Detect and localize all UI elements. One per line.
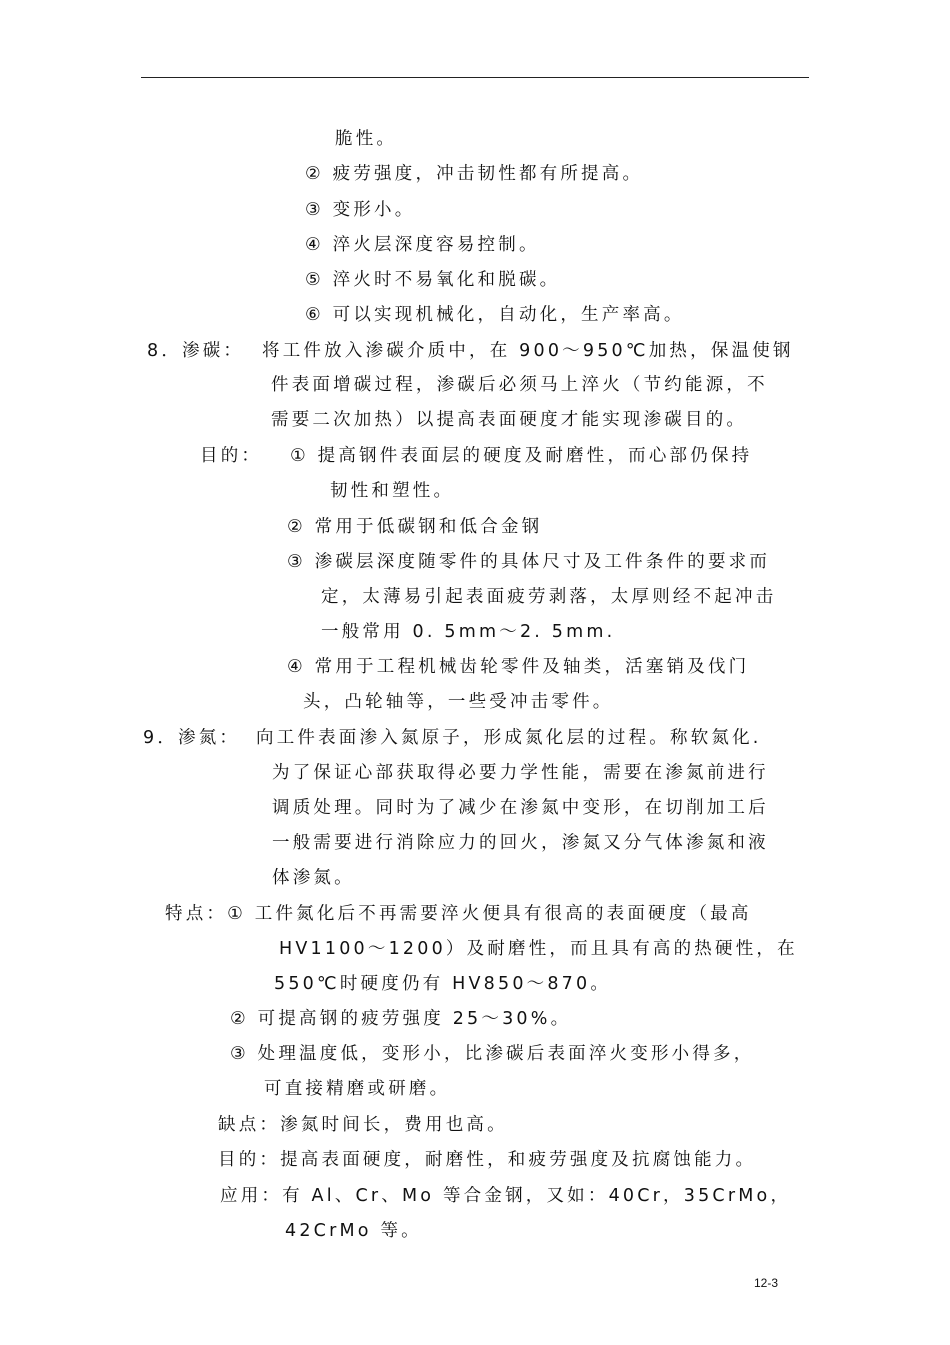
text-line: 韧性和塑性。 (330, 481, 455, 501)
text-line: ① 提高钢件表面层的硬度及耐磨性，而心部仍保持 (290, 446, 753, 466)
text-line: 应用：有 Al、Cr、Mo 等合金钢，又如：40Cr，35CrMo， (220, 1186, 792, 1206)
text-line: ② 常用于低碳钢和低合金钢 (287, 517, 543, 537)
section-heading: 9．渗氮： (143, 728, 241, 748)
text-line: 需要二次加热）以提高表面硬度才能实现渗碳目的。 (271, 410, 748, 430)
text-line: 头，凸轮轴等，一些受冲击零件。 (303, 692, 614, 712)
text-line: ③ 变形小。 (305, 200, 416, 220)
text-line: 可直接精磨或研磨。 (264, 1079, 451, 1099)
text-line: 向工件表面渗入氮原子，形成氮化层的过程。称软氮化. (256, 728, 762, 748)
text-line: 件表面增碳过程，渗碳后必须马上淬火（节约能源，不 (271, 375, 768, 395)
text-line: 体渗氮。 (272, 868, 355, 888)
subsection-label: 目的： (200, 446, 263, 466)
text-line: ④ 淬火层深度容易控制。 (305, 235, 540, 255)
text-line: ② 疲劳强度，冲击韧性都有所提高。 (305, 164, 644, 184)
text-line: 缺点：渗氮时间长，费用也高。 (218, 1115, 508, 1135)
text-line: 目的：提高表面硬度，耐磨性，和疲劳强度及抗腐蚀能力。 (218, 1150, 757, 1170)
text-line: 定，太薄易引起表面疲劳剥落，太厚则经不起冲击 (321, 587, 777, 607)
text-line: ③ 渗碳层深度随零件的具体尺寸及工件条件的要求而 (287, 552, 771, 572)
text-line: ③ 处理温度低，变形小，比渗碳后表面淬火变形小得多， (230, 1044, 755, 1064)
text-line: 将工件放入渗碳介质中，在 900～950℃加热，保温使钢 (262, 341, 794, 361)
text-line: 550℃时硬度仍有 HV850～870。 (274, 974, 612, 994)
page-number: 12-3 (754, 1276, 779, 1290)
text-line: 脆性。 (335, 129, 398, 149)
text-line: ⑥ 可以实现机械化，自动化，生产率高。 (305, 305, 685, 325)
text-line: HV1100～1200）及耐磨性，而且具有高的热硬性，在 (279, 939, 798, 959)
text-line: 42CrMo 等。 (285, 1221, 422, 1241)
text-line: 一般常用 0. 5mm～2. 5mm. (321, 622, 616, 642)
text-line: 调质处理。同时为了减少在渗氮中变形，在切削加工后 (272, 798, 769, 818)
text-line: 为了保证心部获取得必要力学性能，需要在渗氮前进行 (272, 763, 769, 783)
text-line: 特点：① 工件氮化后不再需要淬火便具有很高的表面硬度（最高 (165, 904, 752, 924)
text-line: ④ 常用于工程机械齿轮零件及轴类，活塞销及伐门 (287, 657, 750, 677)
text-line: ② 可提高钢的疲劳强度 25～30%。 (230, 1009, 572, 1029)
text-line: 一般需要进行消除应力的回火，渗氮又分气体渗氮和液 (272, 833, 769, 853)
section-heading: 8．渗碳： (147, 341, 245, 361)
header-rule (141, 77, 809, 78)
text-line: ⑤ 淬火时不易氧化和脱碳。 (305, 270, 561, 290)
